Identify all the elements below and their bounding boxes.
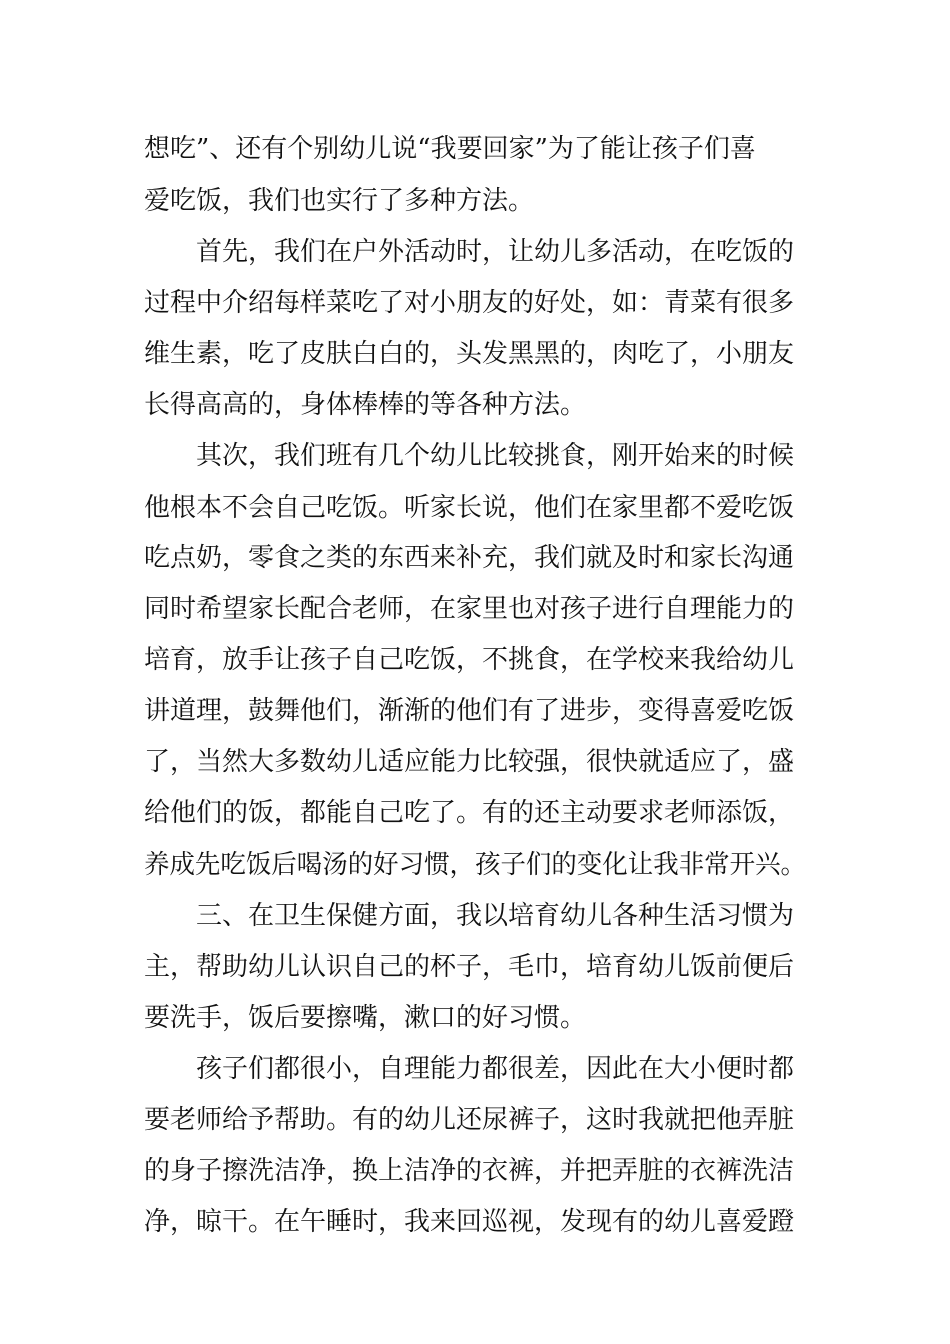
text-line: 想吃”、还有个别幼儿说“我要回家”为了能让孩子们喜 <box>144 134 756 164</box>
text-line: 了，当然大多数幼儿适应能力比较强，很快就适应了，盛 <box>144 747 795 777</box>
text-line: 爱吃饭，我们也实行了多种方法。 <box>144 186 535 216</box>
text-line: 净，晾干。在午睡时，我来回巡视，发现有的幼儿喜爱蹬 <box>144 1207 795 1237</box>
text-line: 过程中介绍每样菜吃了对小朋友的好处，如：青菜有很多 <box>144 288 795 318</box>
text-line: 要老师给予帮助。有的幼儿还尿裤子，这时我就把他弄脏 <box>144 1105 795 1135</box>
text-line: 要洗手，饭后要擦嘴，漱口的好习惯。 <box>144 1003 587 1033</box>
paragraph-first-line: 孩子们都很小，自理能力都很差，因此在大小便时都 <box>196 1054 795 1084</box>
text-line: 长得高高的，身体棒棒的等各种方法。 <box>144 390 587 420</box>
text-line: 给他们的饭，都能自己吃了。有的还主动要求老师添饭， <box>144 798 795 828</box>
text-line: 讲道理，鼓舞他们，渐渐的他们有了进步，变得喜爱吃饭 <box>144 696 795 726</box>
paragraph-first-line: 其次，我们班有几个幼儿比较挑食，刚开始来的时候 <box>196 441 795 471</box>
text-line: 吃点奶，零食之类的东西来补充，我们就及时和家长沟通 <box>144 543 795 573</box>
text-line: 同时希望家长配合老师，在家里也对孩子进行自理能力的 <box>144 594 795 624</box>
text-line: 培育，放手让孩子自己吃饭，不挑食，在学校来我给幼儿 <box>144 645 795 675</box>
paragraph-first-line: 三、在卫生保健方面，我以培育幼儿各种生活习惯为 <box>196 901 795 931</box>
text-line: 主，帮助幼儿认识自己的杯子，毛巾，培育幼儿饭前便后 <box>144 952 795 982</box>
text-line: 他根本不会自己吃饭。听家长说，他们在家里都不爱吃饭 <box>144 493 795 523</box>
text-line: 维生素，吃了皮肤白白的，头发黑黑的，肉吃了，小朋友 <box>144 339 795 369</box>
paragraph-first-line: 首先，我们在户外活动时，让幼儿多活动，在吃饭的 <box>196 237 795 267</box>
text-line: 养成先吃饭后喝汤的好习惯，孩子们的变化让我非常开兴。 <box>144 850 807 880</box>
text-line: 的身子擦洗洁净，换上洁净的衣裤，并把弄脏的衣裤洗洁 <box>144 1156 795 1186</box>
